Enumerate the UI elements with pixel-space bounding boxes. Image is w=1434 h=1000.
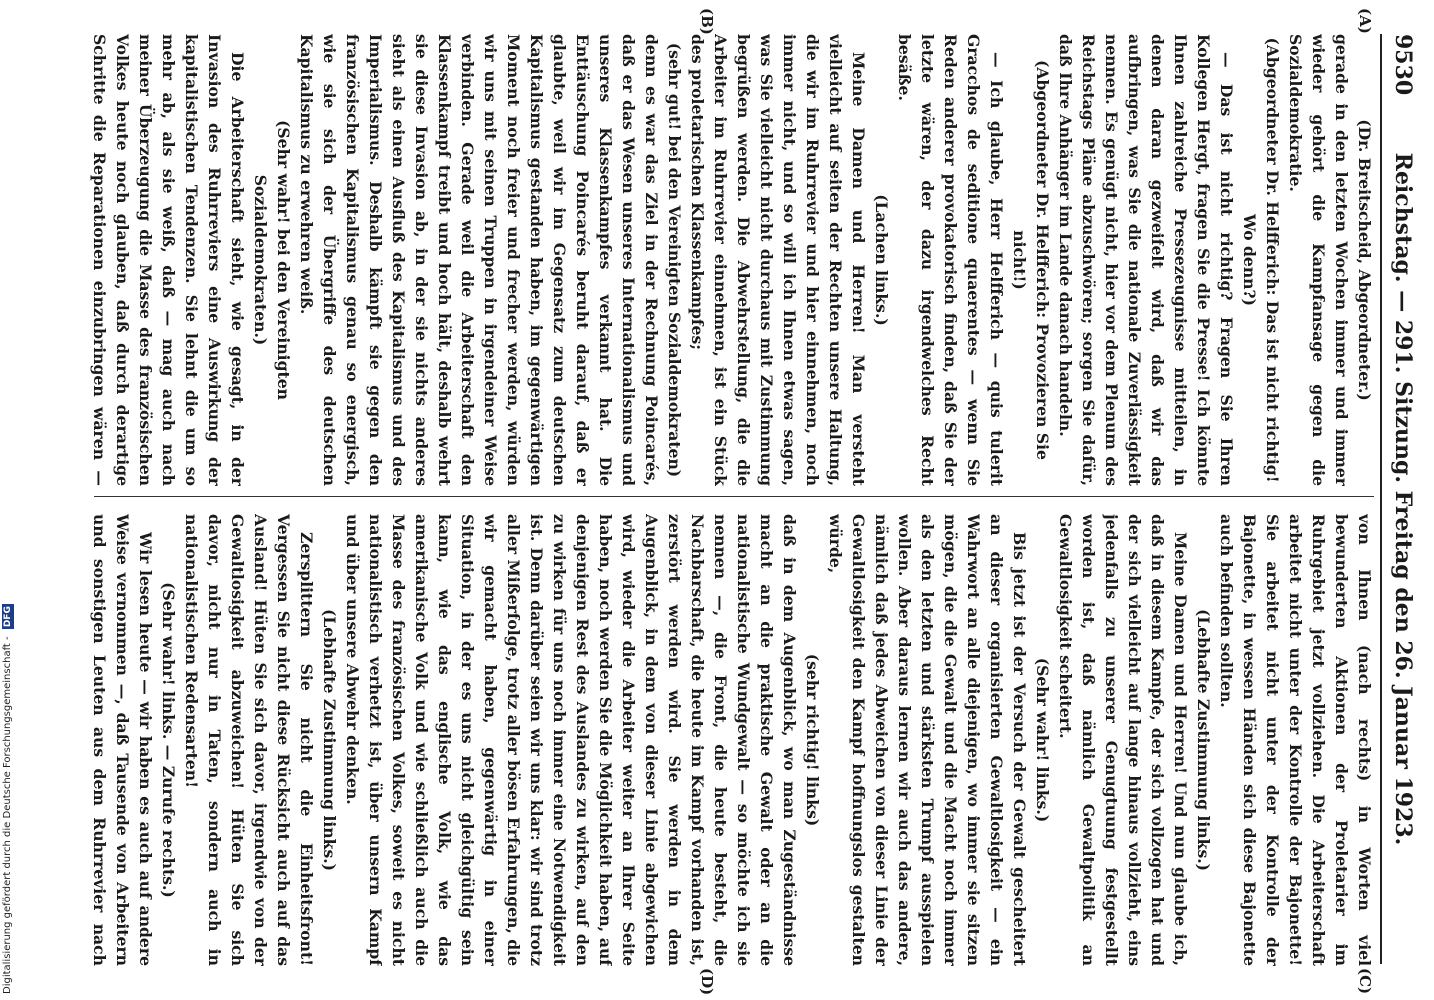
page-number: 9530	[1390, 34, 1416, 96]
margin-marker-b: (B)	[698, 8, 716, 35]
paragraph: Wir lesen heute — wir haben es auch auf andere Weise vernommen —, daß Tausende von Arbeitern und sonstigen Leuten aus dem Ruhrrevier nach	[90, 514, 155, 966]
interjection: (Abgeordneter Dr. Helfferich: Das ist nicht richtig! Wo denn?)	[1240, 37, 1282, 483]
margin-marker-d: (D)	[698, 968, 716, 996]
interjection: (Sehr wahr! links.)	[1033, 657, 1052, 823]
paragraph: daß in dem Augenblick, wo man Zugeständnisse macht an die praktische Gewalt oder an die nationalistische Wundgewalt — so möchte ich sie nennen —, die Front, die heute besteht, die Nachbarschaft, die heute im Kampf vorhanden ist, zerstört werden wird. Sie werden in dem Augenblick, in dem von dieser Linie abgewichen wird, wieder die Arbeiter weiter an Ihrer Seite haben, noch werden Sie die Möglichkeit haben, auf denjenigen Rest des Auslandes zu wirken, auf den zu wirken für uns noch immer eine Notwendigkeit ist. Denn darüber seien wir uns klar: wir sind trotz aller Mißerfolge, trotz aller bösen Erfahrungen, die wir gemacht haben, gegenwärtig in einer Situation, in der es uns nicht gleichgültig sein kann, wie das englische Volk, wie das amerikanische Volk und wie schließlich auch die Masse des französischen Volkes, soweit es nicht nationalistisch verhetzt ist, über unsern Kampf und über unsere Abwehr denken.	[343, 514, 799, 966]
interjection: (Abgeordneter Dr. Helfferich: Provozieren Sie nicht!)	[1010, 60, 1052, 460]
paragraph: Bis jetzt ist der Versuch der Gewalt gescheitert an dieser organisierten Gewaltlosigkeit — ein Wahrwort an alle diejenigen, wo immer sie sitzen mögen, die die Gewalt und die Macht noch immer als den letzten und stärksten Trumpf ausspielen wollen. Aber daraus lernen wir auch das andere, nämlich daß jedes Abweichen von dieser Linie der Gewaltlosigkeit den Kampf hoffnungslos gestalten würde,	[826, 514, 1029, 966]
paragraph: Zersplittern Sie nicht die Einheitsfront! Vergessen Sie nicht diese Rücksicht auch auf das Ausland! Hüten Sie sich davor, irgendwie von der Gewaltlosigkeit abzuweichen! Hüten Sie sich davor, nicht nur in Taten, sondern auch in nationalistischen Redensarten!	[182, 514, 316, 966]
speaker-line: (Dr. Breitscheid, Abgeordneter.)	[1355, 119, 1374, 401]
paragraph: — Das ist nicht richtig? Fragen Sie Ihren Kollegen Hergt, fragen Sie die Presse! Ich könnte Ihnen zahlreiche Pressezeugnisse mitteilen, in denen daran gezweifelt wird, daß wir das aufbringen, was Sie die nationale Zuverlässigkeit nennen. Es genügt nicht, hier vor dem Plenum des Reichstags Pläne abzuschwören; sorgen Sie dafür, daß Ihre Anhänger im Lande danach handeln.	[1056, 34, 1236, 486]
margin-marker-a: (A)	[1356, 8, 1374, 34]
interjection: (sehr richtig! links)	[803, 653, 822, 827]
paragraph: Meine Damen und Herren! Und nun glaube ich, daß in diesem Kampfe, der sich vollzogen hat und der sich vielleicht auf lange hinaus vollzieht, eins jedenfalls zu unserer Genugtuung festgestellt worden ist, daß nämlich Gewaltpolitik an Gewaltlosigkeit scheitert.	[1056, 514, 1190, 966]
paragraph: gerade in den letzten Wochen immer und immer wieder gehört die Kampfansage gegen die Sozialdemokratie.	[1286, 34, 1351, 486]
interjection: (Lachen links.)	[872, 194, 891, 326]
interjection: (Lebhafte Zustimmung links.)	[1194, 608, 1213, 872]
paragraph: Meine Damen und Herren! Man versteht vielleicht auf seiten der Rechten unsere Haltung, die wir im Ruhrrevier und hier einnehmen, noch immer nicht, und so will ich Ihnen etwas sagen, was Sie vielleicht nicht durchaus mit Zustimmung begrüßen werden. Die Abwehrstellung, die die Arbeiter im Ruhrrevier einnehmen, ist ein Stück des proletarischen Klassenkampfes;	[688, 34, 868, 486]
page-header	[1380, 34, 1426, 964]
interjection: (Sehr wahr! links. — Zurufe rechts.)	[159, 582, 178, 898]
dfg-logo: DFG	[3, 606, 13, 628]
paragraph: — Ich glaube, Herr Helfferich — quis tulerit Gracchos de seditione quaerentes — wenn Sie Reden anderer provokatorisch finden, daß Sie der letzte wären, der dazu irgendwelches Recht besäße.	[895, 34, 1006, 486]
paragraph: von Ihnen (nach rechts) in Worten viel bewunderten Aktionen der Proletarier im Ruhrgebiet jetzt vollziehen. Die Arbeiterschaft arbeitet nicht unter der Kontrolle der Bajonette! Sie arbeitet nicht unter der Kontrolle der Bajonette, in wessen Händen sich diese Bajonette auch befinden sollten.	[1217, 514, 1374, 966]
paragraph: Die Arbeiterschaft sieht, wie gesagt, in der Invasion des Ruhrreviers eine Auswirkung der kapitalistischen Tendenzen. Sie lehnt die um so mehr ab, als sie weiß, daß — mag auch nach meiner Überzeugung die Masse des französischen Volkes heute noch glauben, daß durch derartige Schritte die Reparationen einzubringen wären —	[90, 34, 247, 486]
interjection: (sehr gut! bei den Vereinigten Sozialdemokraten)	[665, 42, 684, 478]
interjection: (Sehr wahr! bei den Vereinigten Sozialdemokraten.)	[251, 120, 293, 400]
paragraph: denn es war das Ziel in der Rechnung Poincarés, daß er das Wesen unseres Internationalismus und unseres Klassenkampfes verkannt hat. Die Enttäuschung Poincarés beruht darauf, daß er glaubte, weil wir im Gegensatz zum deutschen Kapitalismus gestanden haben, im gegenwärtigen Moment noch freier und frecher werden, würden wir uns mit seinen Truppen in irgendeiner Weise verbinden. Gerade weil die Arbeiterschaft den Klassenkampf treibt und hoch hält, deshalb wehrt sie diese Invasion ab, in der sie nichts anderes sieht als einen Ausfluß des Kapitalismus und des Imperialismus. Deshalb kämpft sie gegen den französischen Kapitalismus genau so energisch, wie sie sich der Übergriffe des deutschen Kapitalismus zu erwehren weiß.	[297, 34, 661, 486]
credit-text: Digitalisierung gefördert durch die Deutsche Forschungsgemeinschaft -	[2, 636, 13, 994]
page-title: Reichstag. — 291. Sitzung. Freitag den 26. Januar 1923.	[1390, 152, 1416, 846]
interjection: (Lebhafte Zustimmung links.)	[320, 608, 339, 872]
margin-marker-c: (C)	[1356, 968, 1374, 995]
